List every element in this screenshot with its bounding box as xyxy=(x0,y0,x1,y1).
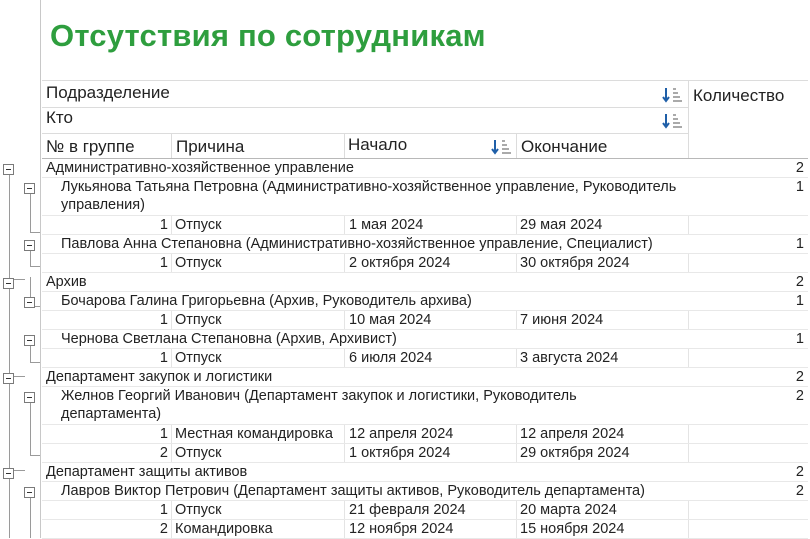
group-row[interactable] xyxy=(42,273,808,292)
absence-start: 6 июля 2024 xyxy=(349,350,433,366)
cell-divider xyxy=(344,444,345,463)
absence-end: 12 апреля 2024 xyxy=(520,426,625,442)
group-row[interactable] xyxy=(42,159,808,178)
absence-end: 3 августа 2024 xyxy=(520,350,619,366)
row-count: 1 xyxy=(795,293,804,309)
absence-number: 1 xyxy=(159,350,168,366)
employee-name: Чернова Светлана Степановна (Архив, Архивист) xyxy=(61,331,397,347)
absence-number: 1 xyxy=(159,502,168,518)
employee-name-cont: департамента) xyxy=(61,406,162,422)
cell-divider xyxy=(688,520,689,539)
group-row[interactable] xyxy=(42,368,808,387)
absence-reason: Отпуск xyxy=(175,350,222,366)
absence-end: 30 октября 2024 xyxy=(520,255,630,271)
header-end[interactable]: Окончание xyxy=(521,137,608,156)
tree-line xyxy=(9,282,10,377)
absence-start: 12 ноября 2024 xyxy=(349,521,454,537)
employee-row[interactable] xyxy=(42,178,808,216)
employee-name: Желнов Георгий Иванович (Департамент закупок и логистики, Руководитель xyxy=(61,388,577,404)
row-count: 2 xyxy=(795,464,804,480)
row-count: 2 xyxy=(795,369,804,385)
absence-start: 1 октября 2024 xyxy=(349,445,451,461)
header-start[interactable]: Начало xyxy=(348,135,408,154)
cell-divider xyxy=(344,254,345,273)
tree-gutter-divider xyxy=(40,0,41,538)
tree-line xyxy=(30,401,31,456)
row-count: 1 xyxy=(795,331,804,347)
cell-divider xyxy=(171,311,172,330)
cell-divider xyxy=(516,444,517,463)
department-name: Департамент закупок и логистики xyxy=(46,369,273,385)
row-count: 2 xyxy=(795,274,804,290)
absence-reason: Отпуск xyxy=(175,255,222,271)
collapse-toggle-icon[interactable] xyxy=(24,297,35,308)
tree-line xyxy=(30,455,40,456)
row-count: 1 xyxy=(795,179,804,195)
absence-end: 29 мая 2024 xyxy=(520,217,603,233)
absence-end: 7 июня 2024 xyxy=(520,312,604,328)
header-top-border xyxy=(42,80,808,81)
cell-divider xyxy=(171,425,172,444)
absence-reason: Командировка xyxy=(175,521,273,537)
department-name: Административно-хозяйственное управление xyxy=(46,160,354,176)
department-name: Архив xyxy=(46,274,87,290)
absence-start: 21 февраля 2024 xyxy=(349,502,466,518)
tree-line xyxy=(9,378,10,470)
absence-reason: Отпуск xyxy=(175,502,222,518)
tree-line xyxy=(30,343,31,363)
absence-reason: Отпуск xyxy=(175,445,222,461)
absence-number: 1 xyxy=(159,217,168,233)
cell-divider xyxy=(344,425,345,444)
absence-start: 10 мая 2024 xyxy=(349,312,432,328)
employee-name-cont: управления) xyxy=(61,197,145,213)
absence-number: 2 xyxy=(159,521,168,537)
cell-divider xyxy=(688,444,689,463)
collapse-toggle-icon[interactable] xyxy=(24,392,35,403)
employee-name: Лукьянова Татьяна Петровна (Административно-хозяйственное управление, Руководитель xyxy=(61,179,677,195)
tree-line xyxy=(9,175,10,280)
employee-row[interactable] xyxy=(42,292,808,311)
cell-divider xyxy=(688,216,689,235)
row-count: 2 xyxy=(795,388,804,404)
absence-row[interactable] xyxy=(42,216,808,235)
sort-desc-icon[interactable] xyxy=(491,139,513,155)
absence-end: 20 марта 2024 xyxy=(520,502,617,518)
collapse-toggle-icon[interactable] xyxy=(3,164,14,175)
tree-line xyxy=(30,266,40,267)
cell-divider xyxy=(516,501,517,520)
employee-row[interactable] xyxy=(42,387,808,425)
absence-number: 2 xyxy=(159,445,168,461)
col-divider xyxy=(516,133,517,158)
collapse-toggle-icon[interactable] xyxy=(24,240,35,251)
header-who[interactable]: Кто xyxy=(46,108,73,127)
col-divider xyxy=(171,133,172,158)
row-count: 1 xyxy=(795,236,804,252)
collapse-toggle-icon[interactable] xyxy=(3,468,14,479)
header-row-divider xyxy=(42,107,688,108)
cell-divider xyxy=(171,216,172,235)
absence-start: 12 апреля 2024 xyxy=(349,426,454,442)
tree-line xyxy=(30,193,31,233)
cell-divider xyxy=(516,520,517,539)
tree-line xyxy=(30,362,40,363)
cell-divider xyxy=(344,216,345,235)
cell-divider xyxy=(688,254,689,273)
collapse-toggle-icon[interactable] xyxy=(24,183,35,194)
collapse-toggle-icon[interactable] xyxy=(3,373,14,384)
absence-row[interactable] xyxy=(42,349,808,368)
employee-row[interactable] xyxy=(42,330,808,349)
cell-divider xyxy=(688,311,689,330)
cell-divider xyxy=(344,520,345,539)
collapse-toggle-icon[interactable] xyxy=(3,278,14,289)
header-row-divider xyxy=(42,133,688,134)
cell-divider xyxy=(171,520,172,539)
absence-row[interactable] xyxy=(42,254,808,273)
header-count[interactable]: Количество xyxy=(693,86,785,105)
count-col-divider xyxy=(688,80,689,158)
cell-divider xyxy=(688,501,689,520)
collapse-toggle-icon[interactable] xyxy=(24,487,35,498)
absence-start: 1 мая 2024 xyxy=(349,217,424,233)
cell-divider xyxy=(516,311,517,330)
tree-line xyxy=(9,473,10,538)
tree-line xyxy=(30,232,40,233)
employee-name: Павлова Анна Степановна (Административно-хозяйственное управление, Специалист) xyxy=(61,236,653,252)
absence-number: 1 xyxy=(159,312,168,328)
absence-row[interactable] xyxy=(42,311,808,330)
absence-reason: Отпуск xyxy=(175,217,222,233)
absence-number: 1 xyxy=(159,426,168,442)
cell-divider xyxy=(171,254,172,273)
cell-divider xyxy=(516,349,517,368)
cell-divider xyxy=(688,349,689,368)
group-row[interactable] xyxy=(42,463,808,482)
cell-divider xyxy=(171,444,172,463)
absence-reason: Отпуск xyxy=(175,312,222,328)
cell-divider xyxy=(344,349,345,368)
cell-divider xyxy=(171,349,172,368)
employee-name: Лавров Виктор Петрович (Департамент защиты активов, Руководитель департамента) xyxy=(61,483,645,499)
employee-row[interactable] xyxy=(42,235,808,254)
row-count: 2 xyxy=(795,483,804,499)
absence-end: 29 октября 2024 xyxy=(520,445,630,461)
absence-row[interactable] xyxy=(42,444,808,463)
absence-number: 1 xyxy=(159,255,168,271)
absence-row[interactable] xyxy=(42,425,808,444)
absence-end: 15 ноября 2024 xyxy=(520,521,625,537)
report-title: Отсутствия по сотрудникам xyxy=(50,18,486,53)
department-name: Департамент защиты активов xyxy=(46,464,248,480)
sort-desc-icon[interactable] xyxy=(662,113,684,129)
cell-divider xyxy=(516,254,517,273)
absence-row[interactable] xyxy=(42,520,808,539)
absence-reason: Местная командировка xyxy=(175,426,333,442)
header-reason[interactable]: Причина xyxy=(176,137,245,156)
cell-divider xyxy=(688,425,689,444)
cell-divider xyxy=(516,216,517,235)
absence-start: 2 октября 2024 xyxy=(349,255,451,271)
cell-divider xyxy=(171,501,172,520)
employee-name: Бочарова Галина Григорьевна (Архив, Руководитель архива) xyxy=(61,293,472,309)
header-department[interactable]: Подразделение xyxy=(46,83,170,102)
header-num-in-group[interactable]: № в группе xyxy=(46,137,135,156)
employee-row[interactable] xyxy=(42,482,808,501)
row-count: 2 xyxy=(795,160,804,176)
collapse-toggle-icon[interactable] xyxy=(24,335,35,346)
cell-divider xyxy=(344,501,345,520)
absence-row[interactable] xyxy=(42,501,808,520)
cell-divider xyxy=(516,425,517,444)
cell-divider xyxy=(344,311,345,330)
col-divider xyxy=(344,133,345,158)
sort-desc-icon[interactable] xyxy=(662,87,684,103)
tree-line xyxy=(30,495,31,538)
